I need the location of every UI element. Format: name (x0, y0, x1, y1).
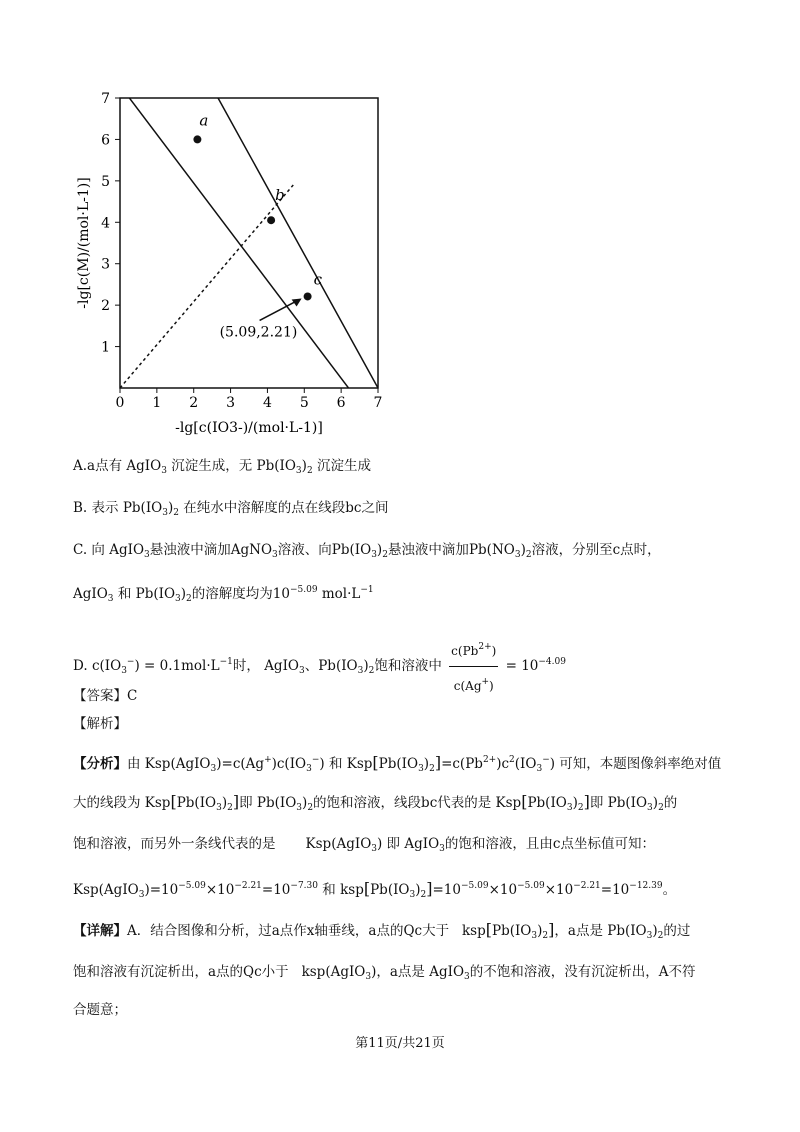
page-footer: 第11页/共21页 (355, 1036, 445, 1051)
analysis-line4: $Ksp(AgIO_3)=10^{-5.09}\times 10^{-2.21}=10^{-7.30}$ 和 $ksp[Pb(IO_3)_2]=10^{-5.09}\times 10^{-5.09}\times 10^{-2.21}=10^{-12.39}$。 (73, 879, 677, 900)
point-label-b: b (275, 186, 285, 205)
option-b: B. 表示 $Pb(IO_3)_2$ 在纯水中溶解度的点在线段bc之间 (73, 500, 389, 518)
x-tick-label: 5 (299, 395, 309, 411)
detail-line3: 合题意； (73, 1002, 127, 1018)
point-label-a: a (199, 111, 209, 130)
plot-frame (120, 98, 378, 388)
y-tick-label: 3 (101, 256, 110, 273)
y-tick-label: 4 (101, 215, 110, 232)
answer: 【答案】C (73, 688, 138, 704)
x-tick-label: 3 (226, 395, 236, 411)
y-tick-label: 5 (101, 173, 110, 190)
ratio-fraction: $\frac{c(Pb^{2+})}{c(Ag^+)}$ (449, 632, 498, 701)
series-line-dashed (120, 185, 293, 388)
solubility-chart (70, 90, 400, 444)
detail-line1: 【详解】A．结合图像和分析，过a点作x轴垂线，a点的Qc大于 $ksp[Pb(IO_3)_2]$，a点是 $Pb(IO_3)_2$的过 (73, 920, 691, 941)
y-tick-label: 6 (101, 132, 110, 149)
series-line-agio3 (120, 90, 349, 388)
point-a (193, 135, 201, 143)
x-tick-label: 0 (115, 395, 125, 411)
analysis-line2: 大的线段为 $Ksp[Pb(IO_3)_2]$即 $Pb(IO_3)_2$的饱和溶液，线段bc代表的是 $Ksp[Pb(IO_3)_2]$即 $Pb(IO_3)_2$的 (73, 792, 678, 813)
series-line-pbio32 (207, 90, 378, 388)
x-axis-label: -lg[c(IO3-)/(mol·L-1)] (175, 420, 323, 436)
analysis-line1: 【分析】由 $Ksp(AgIO_3)=c(Ag^+)c(IO_3^-)$ 和 $Ksp[Pb(IO_3)_2]=c(Pb^{2+})c^2(IO_3^-)$ 可知，本题图像斜率绝对值 (73, 753, 722, 774)
x-tick-label: 4 (262, 395, 272, 411)
y-tick-label: 7 (101, 91, 110, 107)
option-c: C. 向 AgIO$_3$悬浊液中滴加AgNO$_3$溶液、向$Pb(IO_3)_2$悬浊液中滴加$Pb(NO_3)_2$溶液，分别至c点时， (73, 542, 661, 560)
y-tick-label: 1 (101, 339, 110, 356)
y-tick-label: 2 (101, 298, 110, 315)
x-tick-label: 7 (373, 395, 383, 411)
option-d: D. $c(IO_3^-) = 0.1mol\cdot L^{-1}$时， AgIO$_3$、$Pb(IO_3)_2$饱和溶液中 $\frac{c(Pb^{2+})}{c(Ag^+)}$ = $10^{-4.09}$ (73, 632, 566, 701)
option-c-line2: AgIO$_3$ 和 $Pb(IO_3)_2$的溶解度均为$10^{-5.09}$ $mol\cdot L^{-1}$ (73, 585, 374, 604)
x-tick-label: 6 (336, 395, 346, 411)
y-axis-label: -lg[c(M)/(mol·L-1)] (76, 177, 92, 309)
chart-svg (70, 90, 400, 440)
analysis-label: 【解析】 (73, 716, 127, 732)
annotation-label: (5.09,2.21) (219, 324, 298, 341)
analysis-line3: 饱和溶液，而另外一条线代表的是 Ksp(AgIO$_3$) 即 AgIO$_3$的饱和溶液，且由c点坐标值可知： (73, 836, 655, 854)
point-b (267, 216, 275, 224)
x-tick-label: 2 (189, 395, 199, 411)
annotation-arrow-line (260, 299, 300, 320)
detail-line2: 饱和溶液有沉淀析出，a点的Qc小于 ksp(AgIO$_3$)，a点是 AgIO$_3$的不饱和溶液，没有沉淀析出，A不符 (73, 964, 696, 982)
point-c (304, 292, 312, 300)
point-label-c: c (313, 270, 323, 289)
option-a: A.a点有 AgIO$_3$ 沉淀生成，无 $Pb(IO_3)_2$ 沉淀生成 (73, 458, 371, 476)
x-tick-label: 1 (152, 395, 162, 411)
